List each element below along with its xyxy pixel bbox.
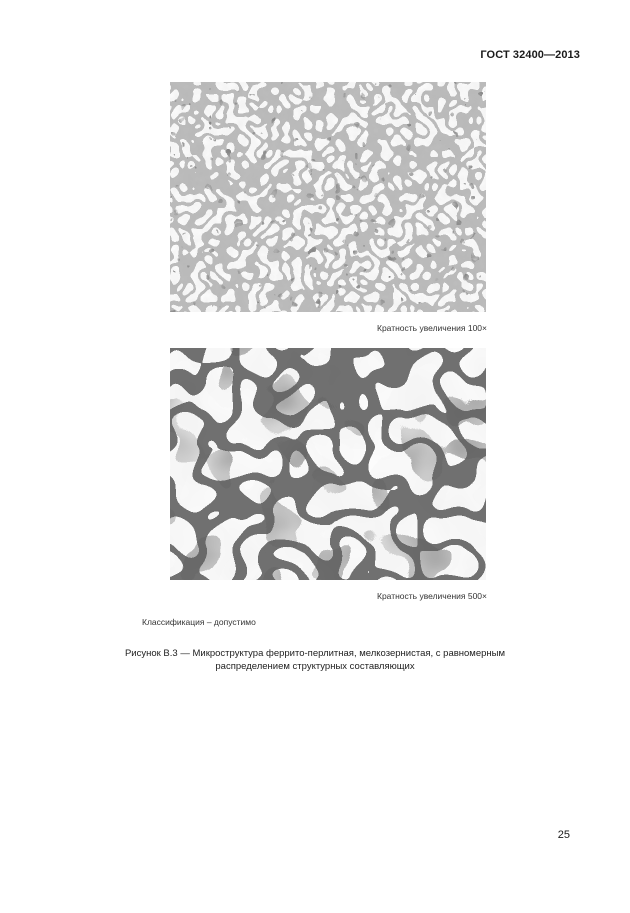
page-number: 25	[557, 829, 570, 841]
classification-note: Классификация – допустимо	[142, 617, 256, 627]
figure-caption-line-1: Рисунок В.3 — Микроструктура феррито-перлитная, мелкозернистая, с равномерным	[124, 648, 506, 659]
magnification-caption-500x: Кратность увеличения 500×	[377, 591, 487, 601]
micrograph-500x	[170, 348, 486, 580]
figure-caption	[100, 647, 530, 673]
standard-code: ГОСТ 32400—2013	[480, 49, 580, 61]
magnification-caption-100x: Кратность увеличения 100×	[377, 323, 487, 333]
micrograph-100x	[170, 82, 486, 312]
figure-caption-line-2: распределением структурных составляющих	[215, 661, 415, 672]
